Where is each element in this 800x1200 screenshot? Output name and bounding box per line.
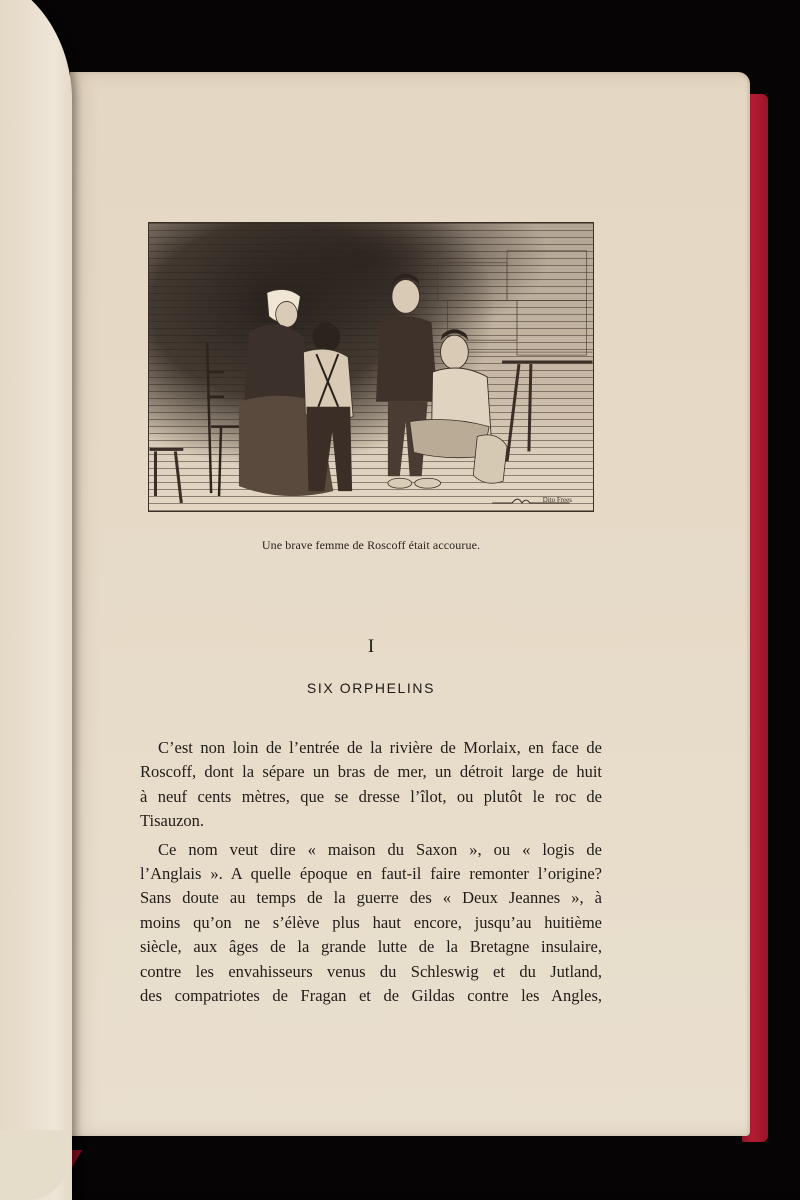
engraving-illustration — [148, 222, 594, 512]
chapter-body-text — [140, 736, 602, 1008]
illustration-caption: Une brave femme de Roscoff était accourue. — [261, 538, 481, 552]
text-line: Sans doute au temps de la guerre des « Deux Jeannes », à — [140, 888, 602, 908]
text-line: moins qu’on ne s’élève plus haut encore, jusqu’au huitième — [140, 912, 602, 932]
illustration-signature: Dito Frees — [542, 496, 572, 505]
paragraph-1 — [140, 736, 602, 834]
text-line: l’Anglais ». A quelle époque en faut-il faire remonter l’origine? — [140, 864, 602, 884]
text-line: Roscoff, dont la sépare un bras de mer, un détroit large de huit — [140, 762, 602, 782]
text-line: Tisauzon. — [140, 811, 205, 831]
chapter-number: I — [367, 636, 375, 657]
chapter-title: SIX ORPHELINS — [306, 680, 436, 696]
text-line: à neuf cents mètres, que se dresse l’îlot, ou plutôt le roc de — [140, 786, 602, 806]
text-line: siècle, aux âges de la grande lutte de la Bretagne insulaire, — [140, 937, 602, 957]
paragraph-2 — [140, 838, 602, 1009]
engraving-drawing — [149, 223, 593, 511]
text-line: contre les envahisseurs venus du Schleswig et du Jutland, — [140, 961, 602, 981]
text-line: C’est non loin de l’entrée de la rivière de Morlaix, en face de — [158, 738, 602, 757]
text-line: Ce nom veut dire « maison du Saxon », ou « logis de — [158, 839, 602, 859]
text-line: des compatriotes de Fragan et de Gildas contre les Angles, — [140, 986, 602, 1006]
left-page-curl — [0, 0, 72, 1200]
